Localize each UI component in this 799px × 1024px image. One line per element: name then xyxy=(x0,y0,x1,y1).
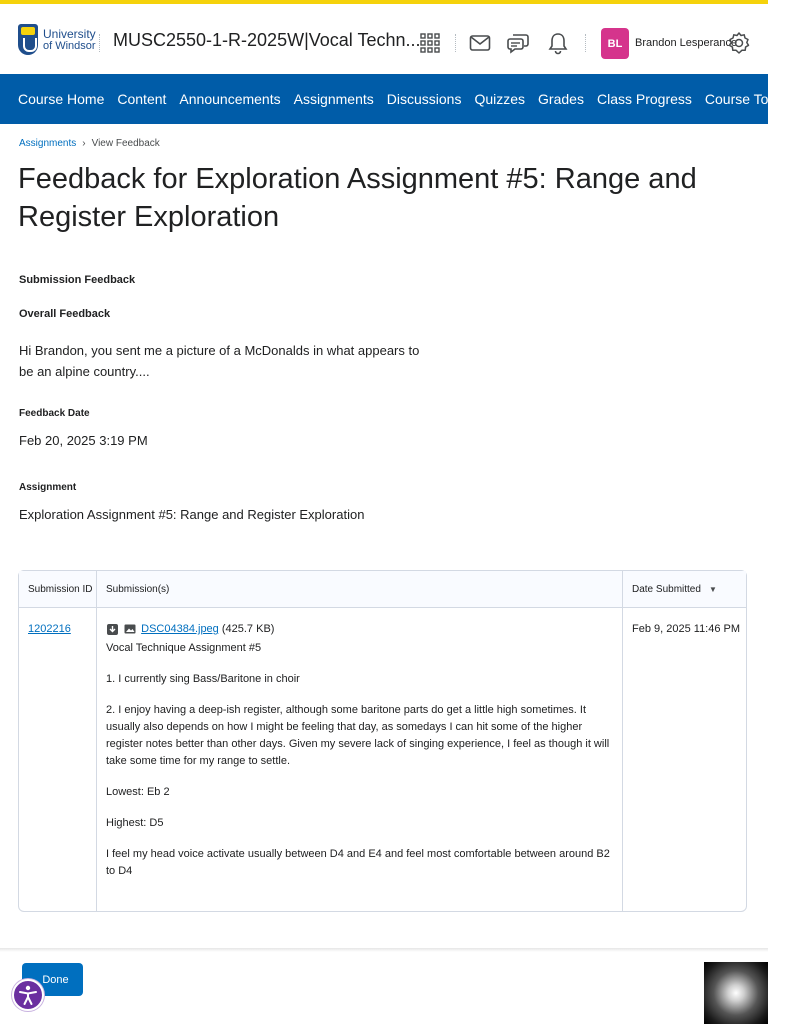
feedback-date-label: Feedback Date xyxy=(19,408,90,419)
submission-paragraph: I feel my head voice activate usually between D4 and E4 and feel most comfortable between around B2 to D4 xyxy=(106,848,610,877)
sort-down-icon[interactable]: ▼ xyxy=(708,585,717,594)
image-file-icon xyxy=(124,624,136,634)
mail-icon[interactable] xyxy=(467,30,493,56)
nav-quizzes[interactable]: Quizzes xyxy=(474,91,526,107)
page-title: Feedback for Exploration Assignment #5: Range and Register Exploration xyxy=(18,163,697,233)
breadcrumb-separator: › xyxy=(82,138,86,149)
top-header xyxy=(0,4,768,74)
nav-course-home[interactable]: Course Home xyxy=(18,91,105,107)
overall-feedback-heading: Overall Feedback xyxy=(19,308,111,320)
nav-course-tools[interactable] xyxy=(705,91,799,107)
date-submitted-value: Feb 9, 2025 11:46 PM xyxy=(632,623,741,635)
submission-paragraph: Lowest: Eb 2 xyxy=(106,786,170,798)
submission-content xyxy=(106,621,616,894)
column-divider xyxy=(96,571,97,911)
column-header-date-submitted-label: Date Submitted xyxy=(632,584,701,595)
header-divider xyxy=(99,34,100,52)
nav-grades[interactable]: Grades xyxy=(538,91,584,107)
course-title[interactable]: MUSC2550-1-R-2025W|Vocal Techn... xyxy=(113,30,421,50)
assignment-name: Exploration Assignment #5: Range and Register Exploration xyxy=(19,507,365,522)
breadcrumb xyxy=(19,138,160,149)
shield-icon xyxy=(18,24,38,55)
overall-feedback-text xyxy=(19,340,419,382)
nav-content[interactable]: Content xyxy=(117,91,167,107)
table-header-row xyxy=(19,571,746,608)
header-divider xyxy=(455,34,456,52)
overall-feedback-line-2: be an alpine country.... xyxy=(19,364,150,379)
avatar[interactable]: BL xyxy=(601,28,629,59)
footer-divider xyxy=(0,948,768,952)
nav-discussions[interactable]: Discussions xyxy=(386,91,462,107)
submissions-table xyxy=(18,570,747,912)
breadcrumb-assignments-link[interactable]: Assignments xyxy=(19,138,77,149)
video-overlay-thumbnail[interactable] xyxy=(704,962,768,1024)
done-button[interactable]: Done xyxy=(22,963,83,996)
column-header-submissions: Submission(s) xyxy=(106,584,170,595)
submission-paragraph: 1. I currently sing Bass/Baritone in choir xyxy=(106,673,300,685)
submission-file-link[interactable]: DSC04384.jpeg xyxy=(141,623,219,635)
submission-title: Vocal Technique Assignment #5 xyxy=(106,642,262,654)
bell-icon[interactable] xyxy=(545,30,571,56)
column-header-submission-id: Submission ID xyxy=(28,584,93,595)
submission-feedback-heading: Submission Feedback xyxy=(19,274,136,286)
feedback-date-value: Feb 20, 2025 3:19 PM xyxy=(19,433,148,448)
nav-announcements[interactable]: Announcements xyxy=(179,91,281,107)
university-logo[interactable] xyxy=(18,24,96,55)
submission-paragraph: Highest: D5 xyxy=(106,817,164,829)
nav-course-tools-label: Course Tools xyxy=(704,91,787,107)
accessibility-icon[interactable] xyxy=(12,979,44,1011)
column-divider xyxy=(622,571,623,911)
overall-feedback-line-1: Hi Brandon, you sent me a picture of a McDonalds in what appears to xyxy=(19,343,420,358)
breadcrumb-current: View Feedback xyxy=(91,138,160,149)
nav-assignments[interactable]: Assignments xyxy=(293,91,374,107)
logo-line-1: University xyxy=(43,26,96,41)
apps-grid-icon[interactable] xyxy=(417,30,443,56)
assignment-label: Assignment xyxy=(19,482,77,493)
submission-paragraph: 2. I enjoy having a deep-ish register, although some baritone parts do get a little high sometimes. It usually also depends on how I might be feeling that day, as somedays I can hit some of the higher register notes better than other days. Given my severe lack of singing experience, I feel as though it will take some time for my range to settle. xyxy=(106,704,610,767)
submission-file-size: (425.7 KB) xyxy=(221,623,275,635)
logo-line-2: of Windsor xyxy=(43,39,96,52)
chevron-down-icon xyxy=(790,94,799,105)
header-divider xyxy=(585,34,586,52)
download-icon[interactable] xyxy=(106,623,119,636)
chat-icon[interactable] xyxy=(505,30,531,56)
submission-id-link[interactable]: 1202216 xyxy=(28,623,71,635)
user-name[interactable]: Brandon Lesperance xyxy=(635,37,738,49)
gear-icon[interactable] xyxy=(726,30,752,56)
course-navbar xyxy=(0,74,787,124)
column-header-date-submitted[interactable] xyxy=(623,571,746,608)
nav-class-progress[interactable]: Class Progress xyxy=(596,91,692,107)
